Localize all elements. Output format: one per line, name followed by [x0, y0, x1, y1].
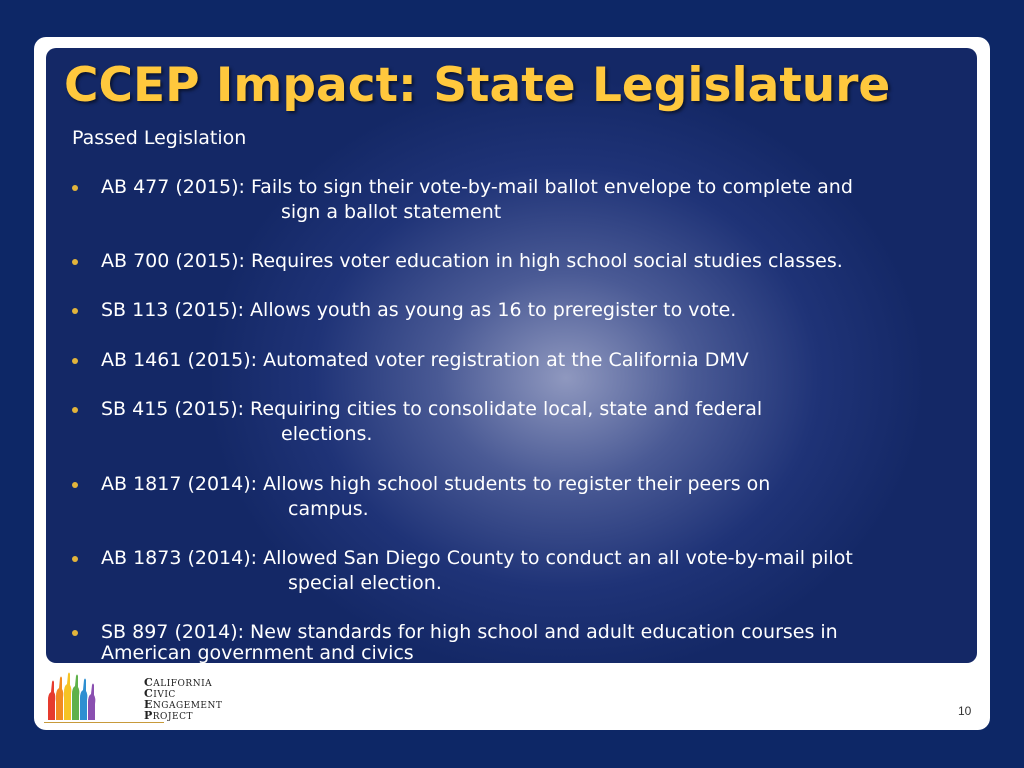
bullet-continuation: American government and civics	[101, 642, 414, 663]
bullet-text: AB 700 (2015): Requires voter education in high school social studies classes.	[101, 250, 843, 272]
bullet-continuation: elections.	[281, 423, 373, 445]
raised-hands-icon	[44, 670, 100, 722]
logo-word: ENGAGEMENT	[144, 698, 223, 711]
legislation-list	[46, 48, 977, 663]
page-number: 10	[958, 704, 972, 718]
bullet-dot-icon	[72, 482, 78, 488]
logo-word: CALIFORNIA	[144, 676, 213, 689]
bullet-text: AB 1817 (2014): Allows high school students to register their peers on	[101, 473, 771, 495]
ccep-logo	[44, 670, 223, 726]
bullet-dot-icon	[72, 407, 78, 413]
logo-underline	[44, 722, 164, 723]
bullet-dot-icon	[72, 358, 78, 364]
bullet-text: AB 1461 (2015): Automated voter registration at the California DMV	[101, 349, 749, 371]
bullet-dot-icon	[72, 630, 78, 636]
bullet-text: SB 415 (2015): Requiring cities to consolidate local, state and federal	[101, 398, 763, 420]
bullet-dot-icon	[72, 556, 78, 562]
bullet-text: AB 477 (2015): Fails to sign their vote-by-mail ballot envelope to complete and	[101, 176, 853, 198]
bullet-text: SB 113 (2015): Allows youth as young as 16 to preregister to vote.	[101, 299, 737, 321]
bullet-continuation: special election.	[288, 572, 442, 594]
bullet-text: SB 897 (2014): New standards for high school and adult education courses in	[101, 621, 838, 643]
content-panel	[46, 48, 977, 663]
bullet-dot-icon	[72, 185, 78, 191]
logo-word: PROJECT	[144, 709, 194, 722]
bullet-text: AB 1873 (2014): Allowed San Diego County to conduct an all vote-by-mail pilot	[101, 547, 853, 569]
slide-subtitle: Passed Legislation	[72, 127, 247, 149]
bullet-continuation: campus.	[288, 498, 369, 520]
logo-word: CIVIC	[144, 687, 176, 700]
slide-title: CCEP Impact: State Legislature	[64, 58, 891, 113]
bullet-continuation: sign a ballot statement	[281, 201, 502, 223]
bullet-dot-icon	[72, 259, 78, 265]
bullet-dot-icon	[72, 308, 78, 314]
